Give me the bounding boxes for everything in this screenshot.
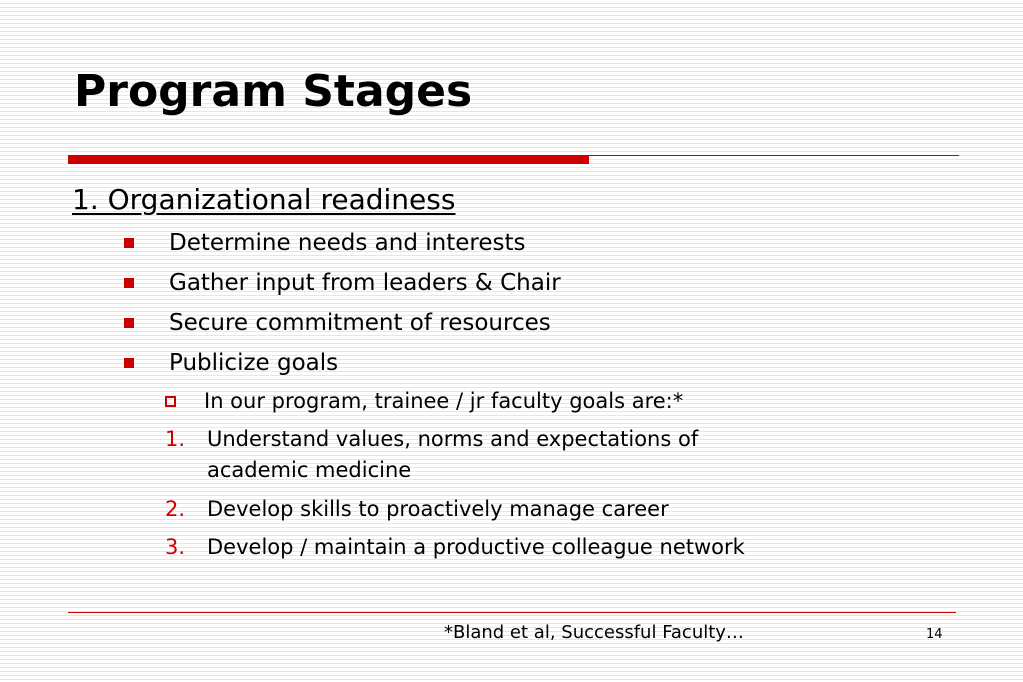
hollow-square-bullet-icon: [165, 396, 176, 407]
bullet-text: Gather input from leaders & Chair: [169, 270, 561, 296]
goal-number: 2.: [165, 497, 186, 521]
square-bullet-icon: [124, 358, 134, 368]
bullet-item: [124, 268, 561, 298]
slide-title: Program Stages: [74, 66, 473, 117]
goal-number: 1.: [165, 427, 186, 451]
goal-item: [165, 424, 698, 486]
goal-text: [207, 424, 698, 486]
goal-text: Develop / maintain a productive colleague network: [207, 535, 745, 559]
bullet-text: Publicize goals: [169, 350, 339, 376]
goal-text-line: Understand values, norms and expectations of: [207, 427, 699, 451]
goal-number: 3.: [165, 535, 186, 559]
title-underline-rule: [589, 155, 959, 156]
square-bullet-icon: [124, 318, 134, 328]
square-bullet-icon: [124, 278, 134, 288]
goal-text-line: academic medicine: [207, 458, 412, 482]
bullet-item: [124, 348, 338, 378]
goal-item: [165, 494, 669, 525]
goal-text: Develop skills to proactively manage career: [207, 497, 669, 521]
footnote: *Bland et al, Successful Faculty…: [444, 622, 744, 643]
footer-rule: [68, 612, 956, 613]
title-underline-bar: [68, 155, 589, 164]
page-number: 14: [926, 627, 943, 642]
bullet-text: Determine needs and interests: [169, 230, 526, 256]
sub-bullet-text: In our program, trainee / jr faculty goals are:*: [204, 389, 684, 413]
square-bullet-icon: [124, 238, 134, 248]
bullet-text: Secure commitment of resources: [169, 310, 551, 336]
bullet-item: [124, 228, 526, 258]
bullet-item: [124, 308, 551, 338]
section-heading: 1. Organizational readiness: [72, 183, 456, 216]
goal-item: [165, 532, 745, 563]
sub-bullet-item: [165, 386, 683, 417]
